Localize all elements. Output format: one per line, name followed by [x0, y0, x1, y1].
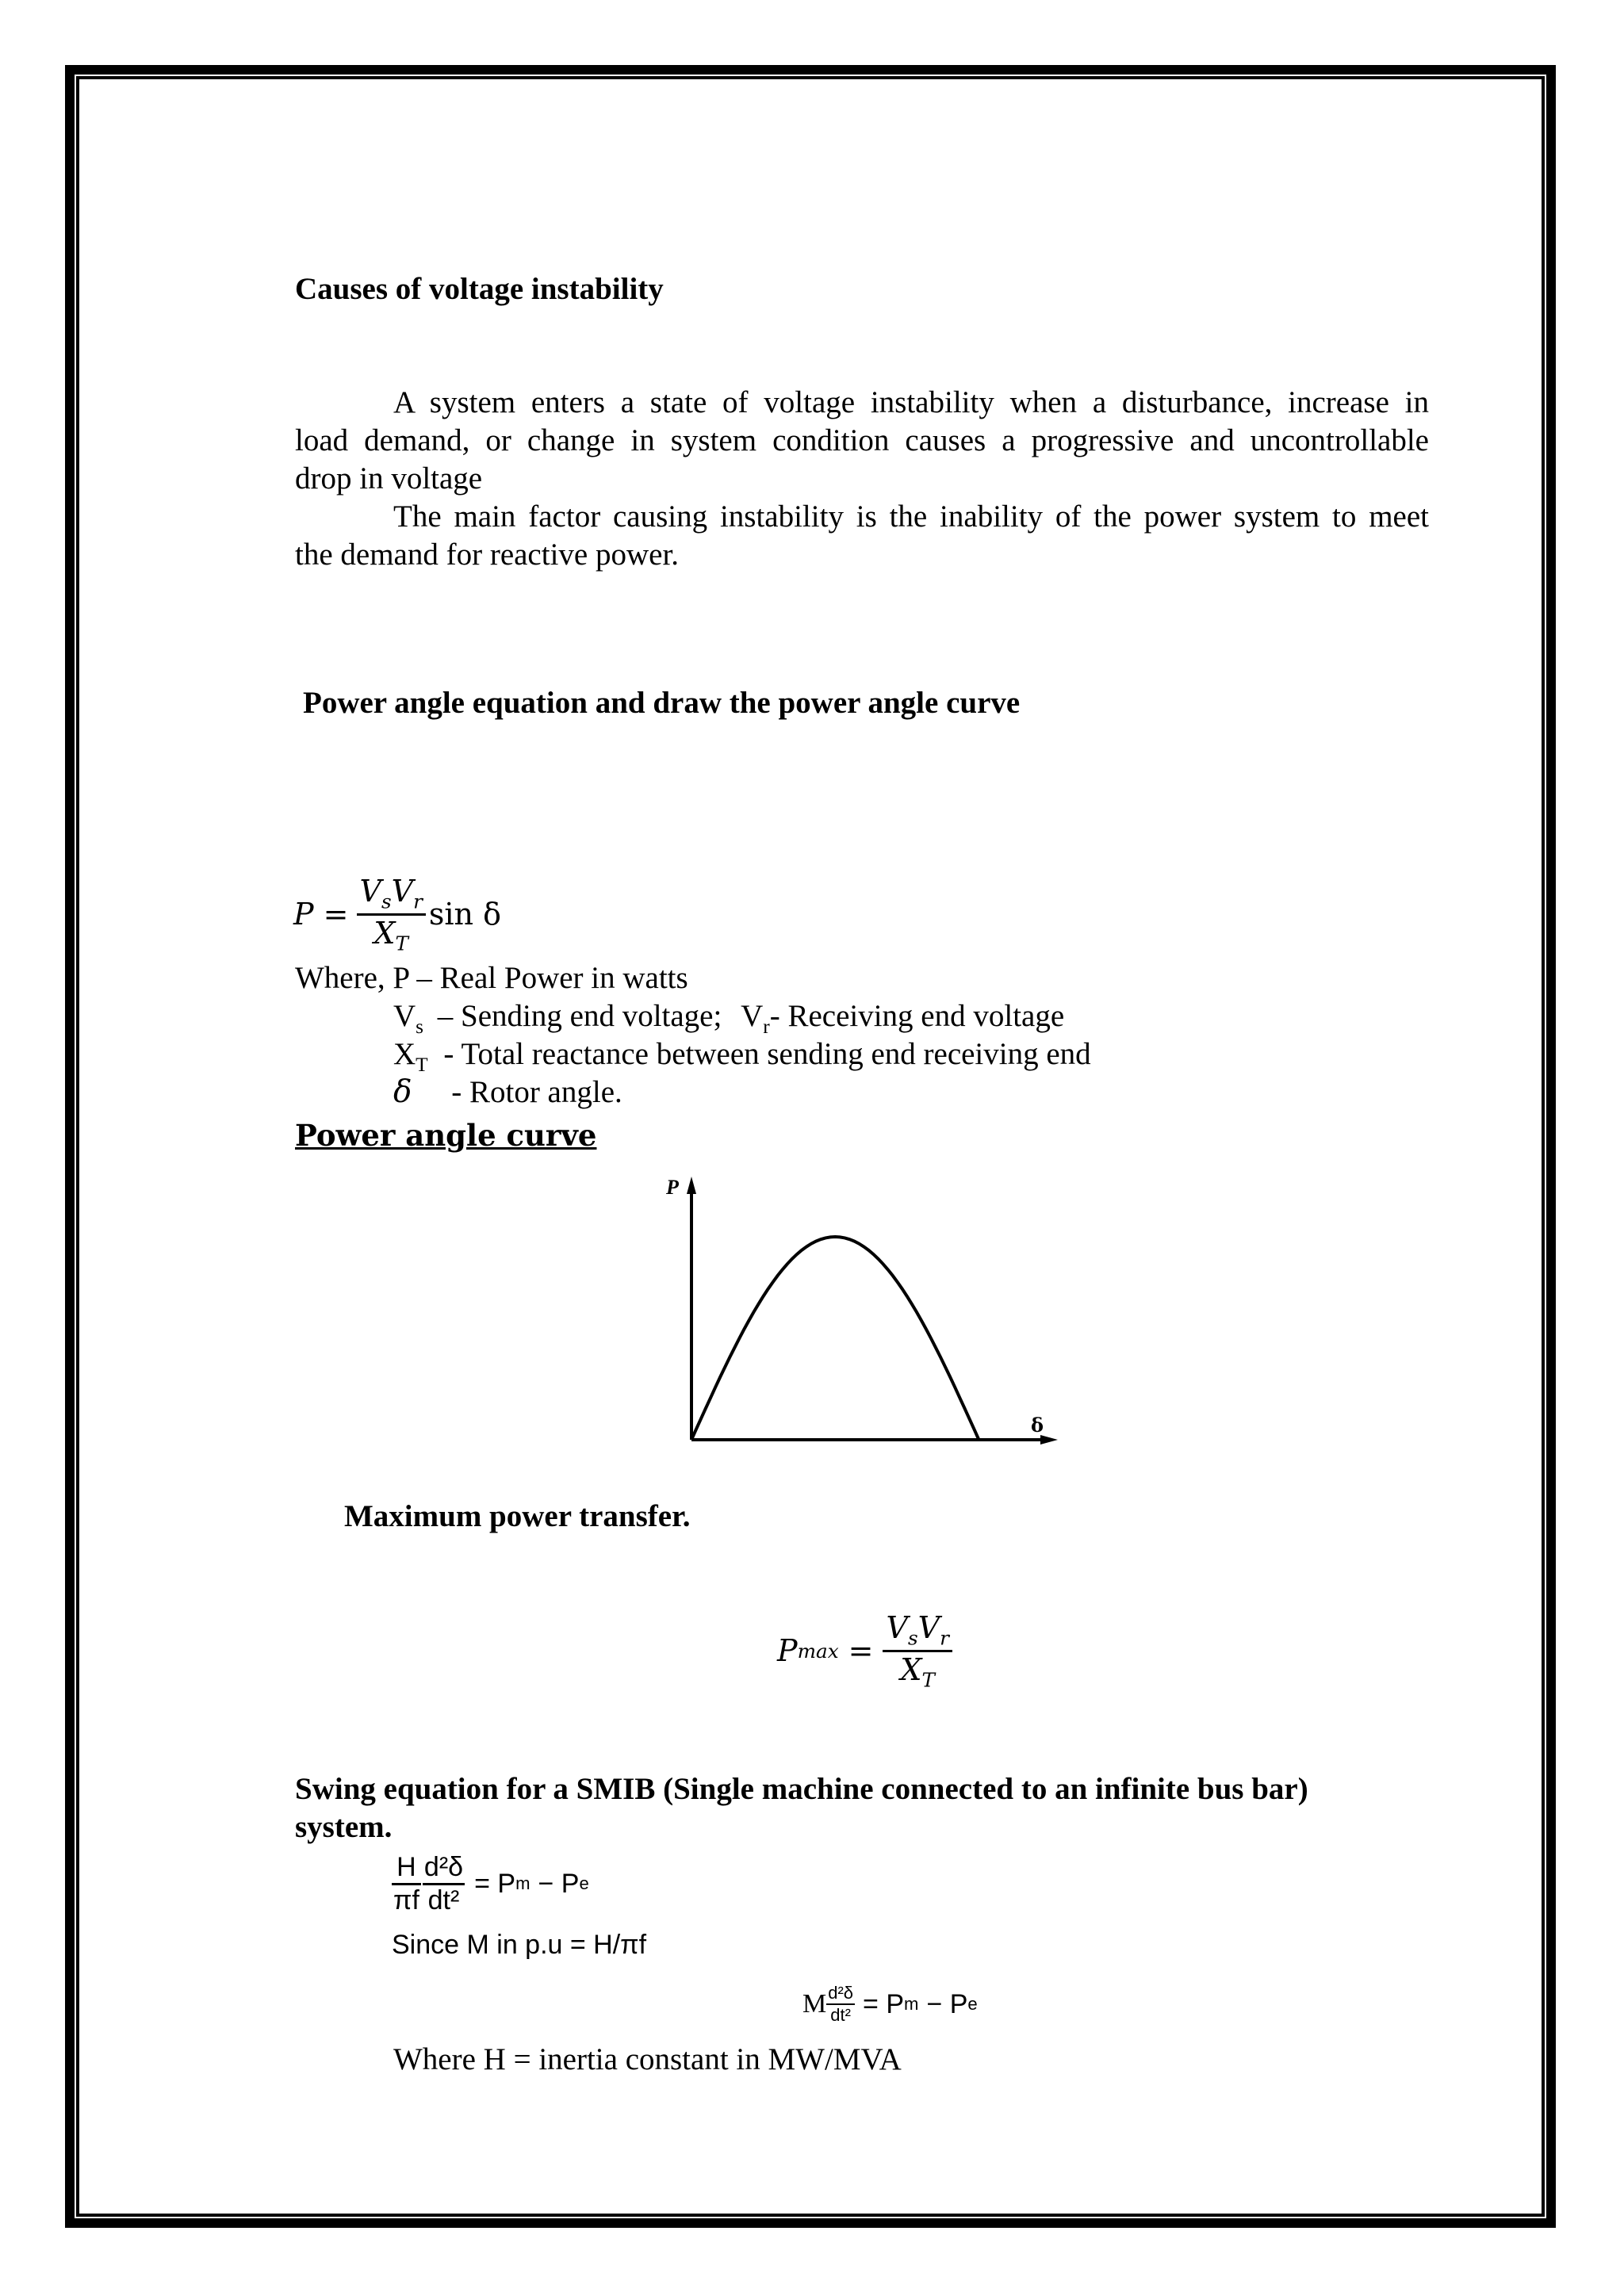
eq2-m: m — [904, 1994, 919, 2014]
swing-equation-2 — [802, 1973, 978, 2036]
eq-num-s: s — [381, 890, 392, 913]
eq-num-v2: V — [391, 873, 414, 909]
delta-symbol: δ — [393, 1074, 412, 1110]
eq1-num-a: H — [392, 1852, 421, 1885]
power-angle-equation — [293, 871, 501, 958]
eq1-num-b: d²δ — [423, 1852, 465, 1885]
pmax-p: P — [777, 1633, 798, 1668]
eq2-minus: − P — [926, 1988, 968, 2019]
vr-sub: r — [763, 1015, 770, 1038]
heading-power-angle-curve: Power angle curve — [295, 1118, 597, 1153]
para2-line2: the demand for reactive power. — [295, 538, 680, 572]
vs-v: V — [393, 999, 416, 1033]
eq-lhs: P = — [293, 897, 349, 932]
eq1-rhs: = P — [474, 1868, 516, 1899]
eq-num-v: V — [359, 873, 381, 909]
xt-x: X — [393, 1037, 416, 1071]
para2-line1: The main factor causing instability is the inability of the power system to meet — [393, 499, 1429, 534]
where-real-power: Where, P – Real Power in watts — [295, 961, 688, 995]
eq-num-r: r — [413, 890, 423, 913]
pmax-equation — [777, 1603, 952, 1698]
eq2-e: e — [967, 1994, 978, 2014]
para1-line2: load demand, or change in system condition causes a progressive and uncontrollable — [295, 423, 1429, 457]
power-angle-curve-line — [691, 1237, 979, 1440]
eq2-num: d²δ — [826, 1983, 855, 2005]
delta-text: - Rotor angle. — [451, 1075, 622, 1109]
heading-swing-equation-line2: system. — [295, 1810, 393, 1844]
heading-swing-equation-line1: Swing equation for a SMIB (Single machine connected to an infinite bus bar) — [295, 1772, 1308, 1806]
xt-sub: T — [416, 1053, 428, 1076]
x-axis-label: δ — [1031, 1414, 1044, 1437]
eq1-den-a: πf — [393, 1885, 419, 1915]
xt-text: - Total reactance between sending end receiving end — [443, 1037, 1091, 1071]
eq2-frac — [826, 1983, 855, 2026]
eq-den-t: T — [395, 932, 408, 955]
eq1-den-b: dt² — [427, 1885, 460, 1915]
eq1-minus: − P — [538, 1868, 580, 1899]
eq-rhs: sin δ — [428, 897, 501, 932]
pmax-eq: = — [848, 1633, 874, 1668]
pmax-num-v: V — [886, 1609, 908, 1645]
vs-sub: s — [416, 1015, 424, 1038]
eq1-e: e — [579, 1873, 589, 1893]
eq-fraction — [357, 874, 426, 955]
where-h-inertia: Where H = inertia constant in MW/MVA — [393, 2042, 902, 2076]
eq-den-x: X — [373, 915, 396, 951]
eq2-rhs: = P — [863, 1988, 905, 2019]
since-m-line: Since M in p.u = H/πf — [392, 1930, 647, 1960]
y-axis-label: P — [666, 1176, 679, 1199]
eq1-frac-b — [423, 1852, 465, 1916]
pmax-sub: max — [797, 1639, 839, 1663]
pmax-num-s: s — [907, 1626, 918, 1650]
vs-text: – Sending end voltage; — [437, 999, 722, 1033]
vr-text: - Receiving end voltage — [769, 999, 1065, 1033]
pmax-den-x: X — [900, 1651, 922, 1687]
vr-v: V — [741, 999, 764, 1033]
delta-definition — [393, 1073, 622, 1112]
heading-causes-voltage-instability: Causes of voltage instability — [295, 272, 664, 306]
heading-power-angle-equation: Power angle equation and draw the power angle curve — [303, 686, 1021, 720]
pmax-den-t: T — [921, 1668, 935, 1692]
y-axis-arrow — [687, 1177, 696, 1194]
eq2-m-letter: M — [802, 1989, 827, 2019]
para1-line1: A system enters a state of voltage instability when a disturbance, increase in — [393, 385, 1429, 419]
pmax-fraction — [883, 1610, 952, 1691]
eq2-den: dt² — [830, 2005, 851, 2025]
eq1-frac-a — [392, 1852, 421, 1916]
power-angle-chart — [650, 1170, 1063, 1456]
eq1-m: m — [515, 1873, 530, 1893]
pmax-num-r: r — [940, 1626, 949, 1650]
para1-line3: drop in voltage — [295, 461, 483, 496]
pmax-num-v2: V — [917, 1609, 940, 1645]
swing-equation-1 — [392, 1844, 589, 1923]
heading-maximum-power-transfer: Maximum power transfer. — [344, 1499, 691, 1533]
